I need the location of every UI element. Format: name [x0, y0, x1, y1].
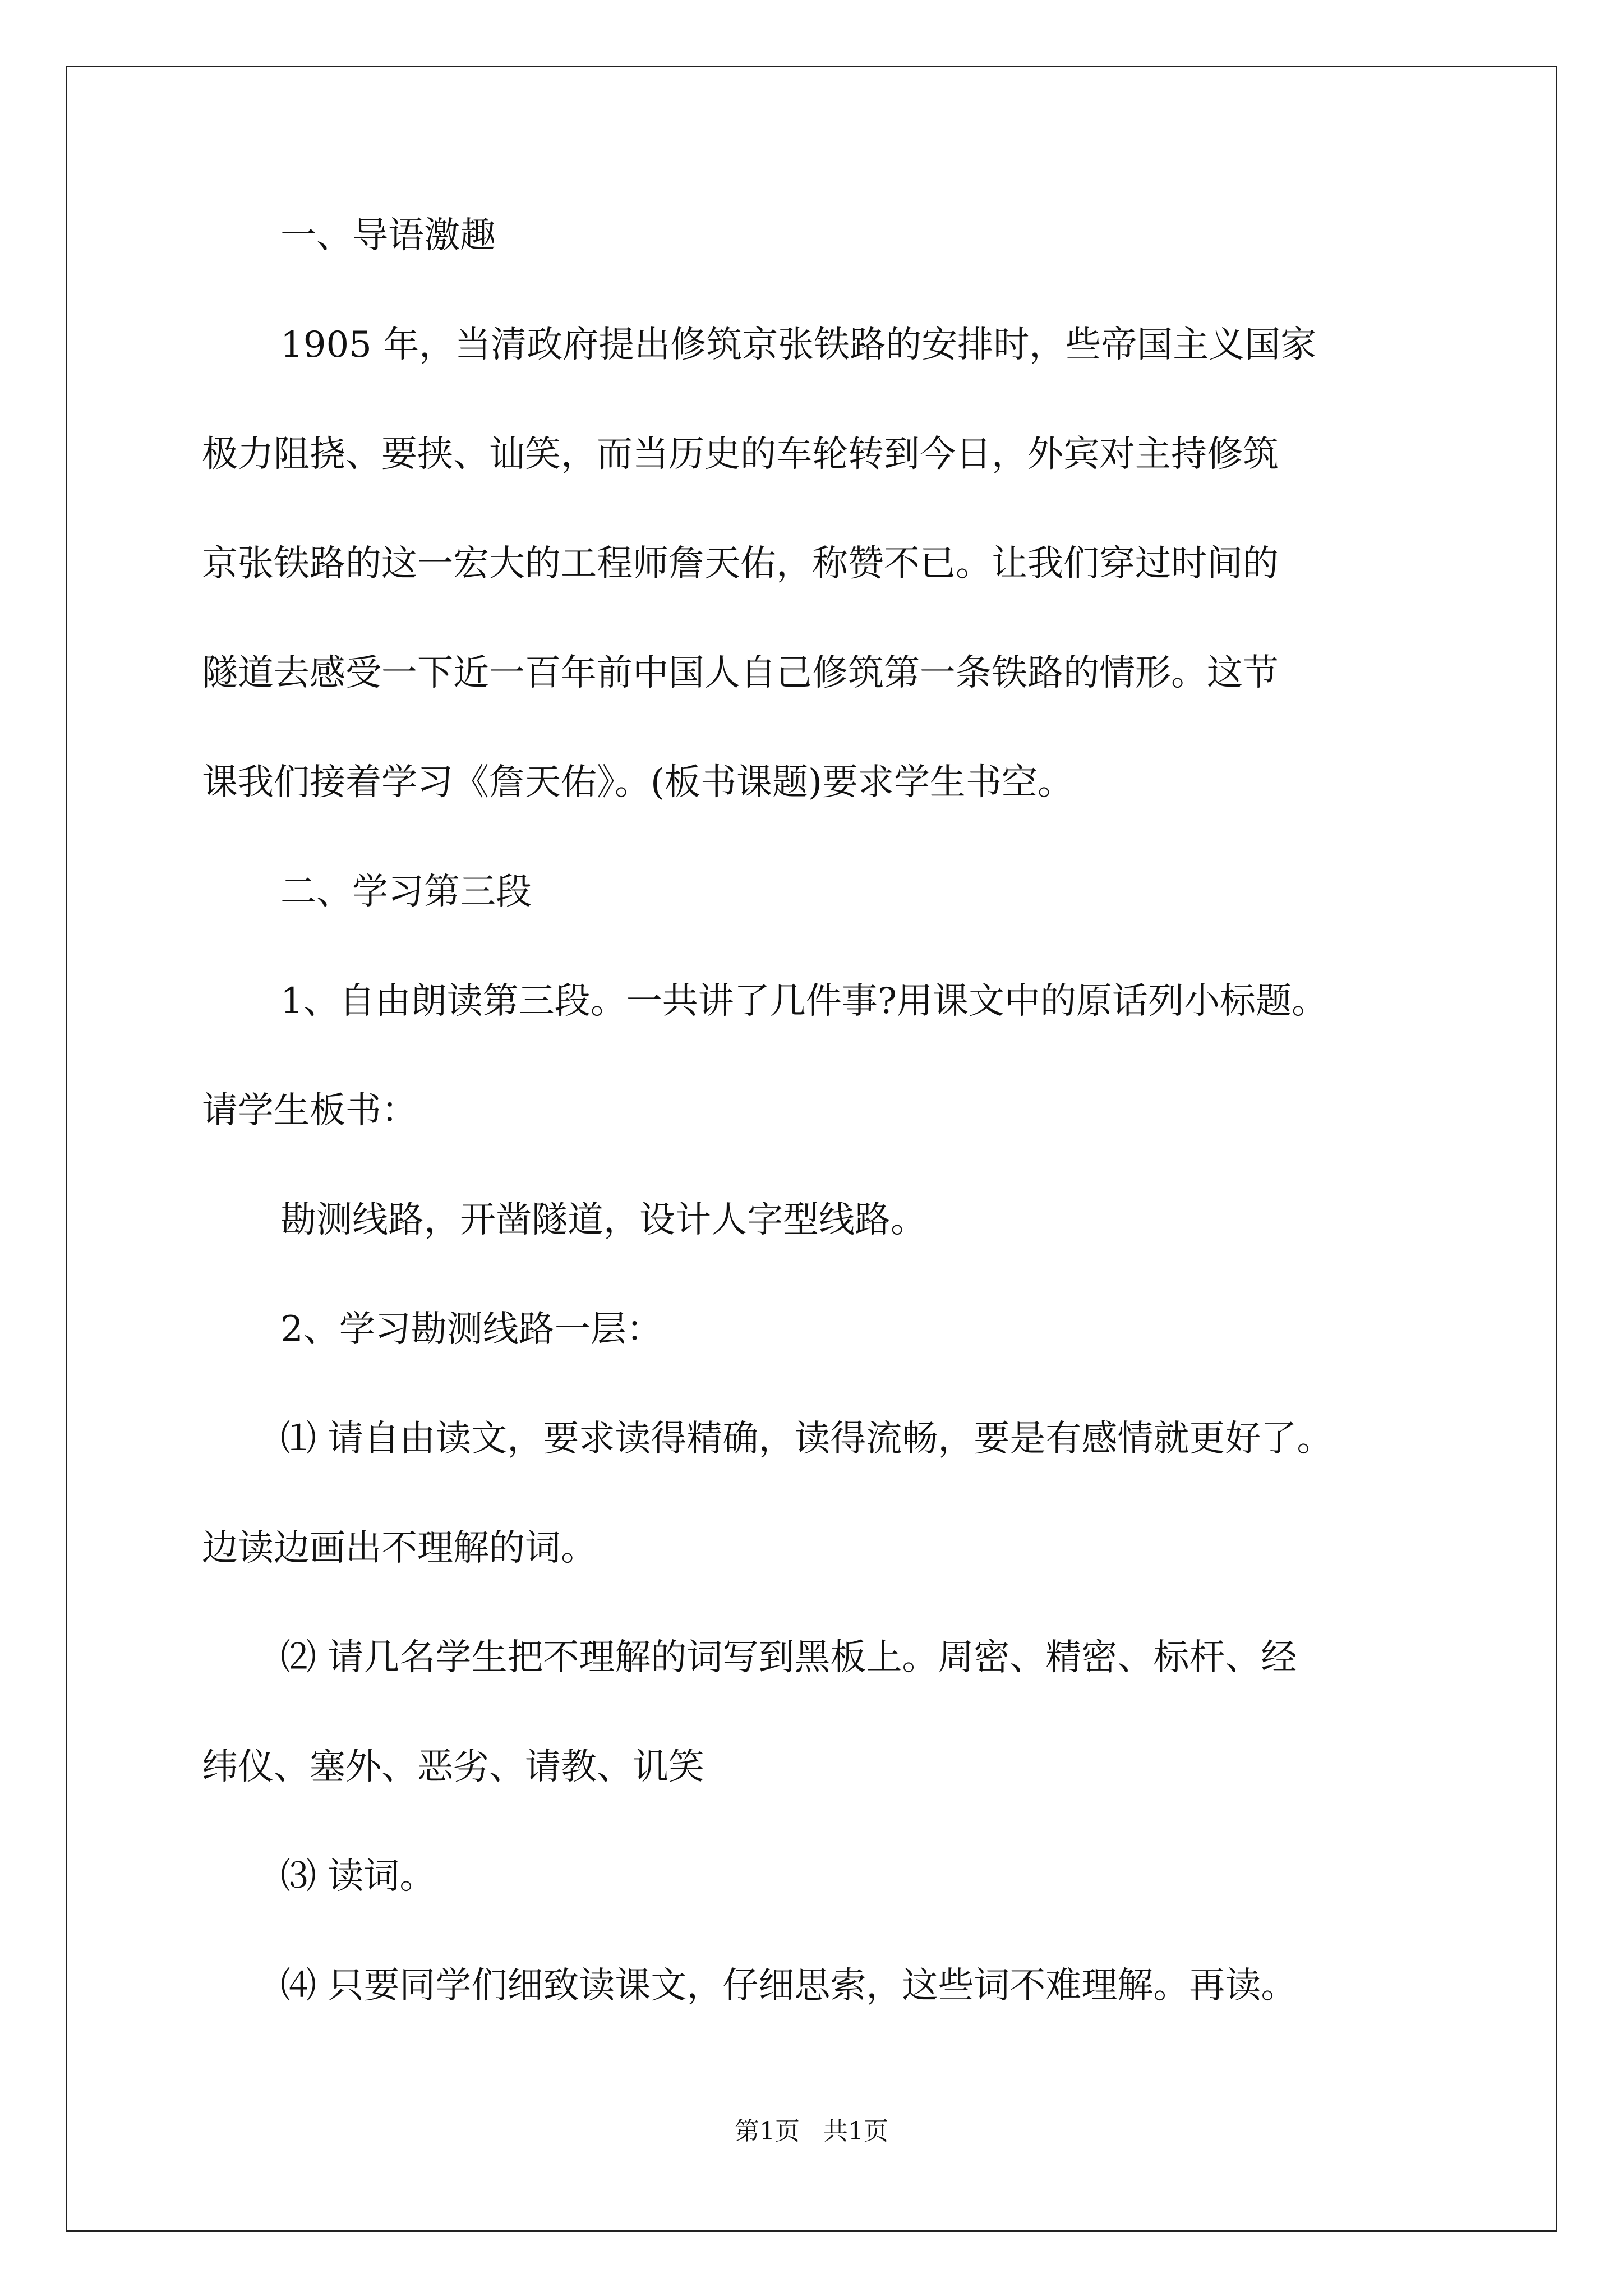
paragraph-line: 勘测线路，开凿隧道，设计人字型线路。: [280, 1199, 926, 1241]
paragraph-line: 极力阻挠、要挟、讪笑，而当历史的车轮转到今日，外宾对主持修筑: [202, 434, 1279, 475]
paragraph-line: 纬仪、塞外、恶劣、请教、讥笑: [202, 1746, 704, 1788]
paragraph-line: ⑶ 读词。: [280, 1856, 436, 1897]
paragraph-line: ⑷ 只要同学们细致读课文，仔细思索，这些词不难理解。再读。: [280, 1965, 1297, 2007]
section-heading-2: 二、学习第三段: [280, 871, 532, 913]
paragraph-line: 课我们接着学习《詹天佑》。(板书课题)要求学生书空。: [202, 762, 1073, 803]
paragraph-line: 2、学习勘测线路一层：: [280, 1309, 662, 1350]
section-heading-1: 一、导语激趣: [280, 215, 496, 256]
page-footer: 第1页 共1页: [735, 2117, 888, 2146]
paragraph-line: 1905 年，当清政府提出修筑京张铁路的安排时，些帝国主义国家: [280, 324, 1317, 366]
paragraph-line: 京张铁路的这一宏大的工程师詹天佑，称赞不已。让我们穿过时间的: [202, 543, 1279, 585]
paragraph-line: ⑴ 请自由读文，要求读得精确，读得流畅，要是有感情就更好了。: [280, 1418, 1333, 1460]
paragraph-line: 1、自由朗读第三段。一共讲了几件事?用课文中的原话列小标题。: [280, 981, 1328, 1022]
paragraph-line: 隧道去感受一下近一百年前中国人自己修筑第一条铁路的情形。这节: [202, 652, 1279, 694]
paragraph-line: ⑵ 请几名学生把不理解的词写到黑板上。周密、精密、标杆、经: [280, 1637, 1297, 1678]
page-border: [66, 66, 1557, 2232]
paragraph-line: 边读边画出不理解的词。: [202, 1527, 597, 1569]
paragraph-line: 请学生板书：: [202, 1090, 417, 1131]
